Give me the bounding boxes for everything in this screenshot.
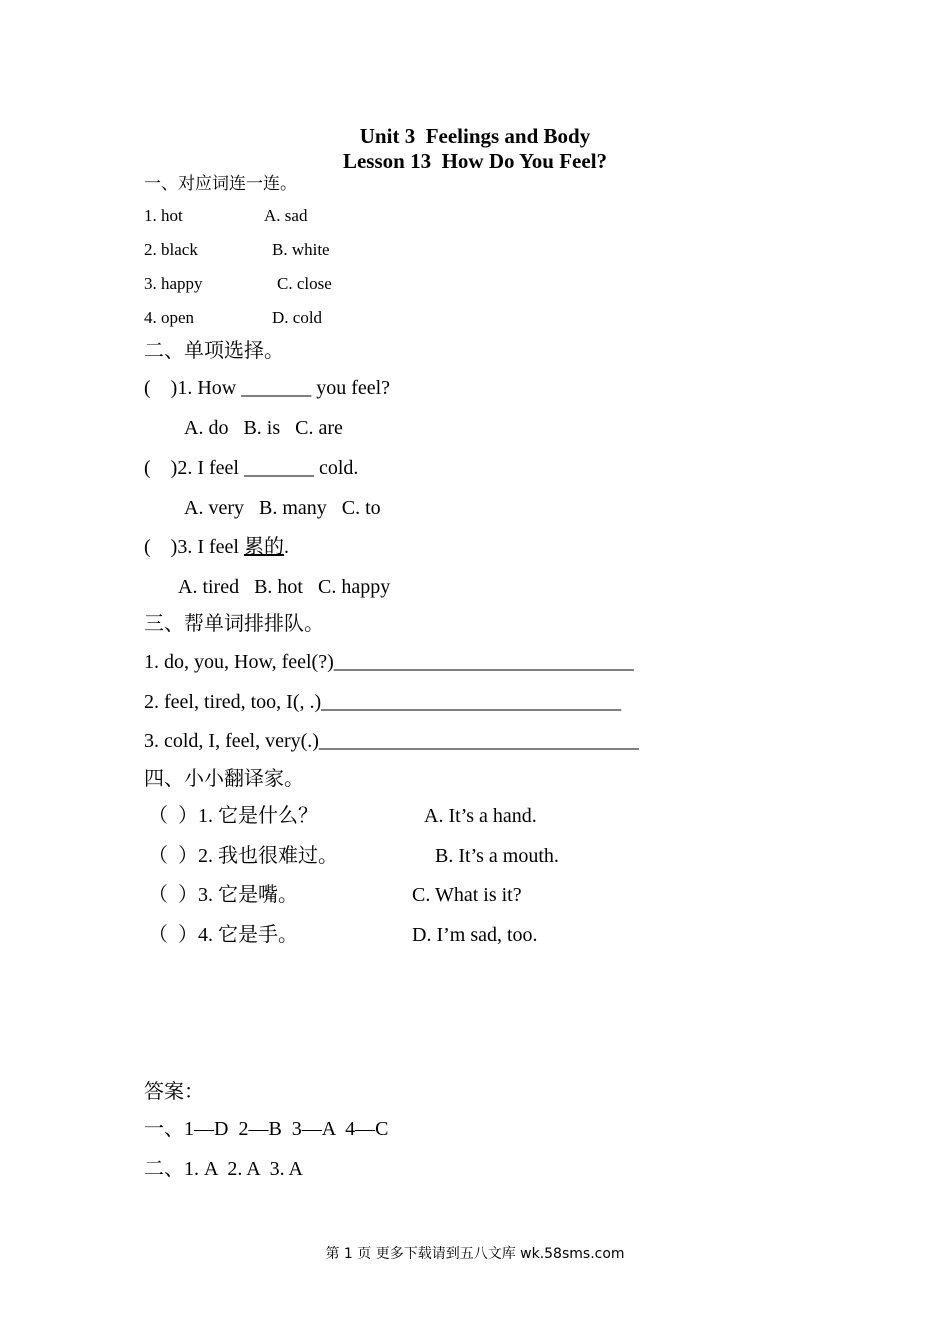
translate-right-3: C. What is it? [412,884,522,906]
choice-question-3-suffix: . [283,536,289,558]
section2-heading: 二、单项选择。 [144,340,284,362]
page-footer: 第 1 页 更多下载请到五八文库 wk.58sms.com [325,1246,625,1262]
section3-heading: 三、帮单词排排队。 [144,613,324,635]
title-line-2: Lesson 13 How Do You Feel? [342,149,608,173]
match-right-4: D. cold [272,308,323,327]
match-left-2: 2. black [144,240,198,259]
translate-left-3: （ ）3. 它是嘴。 [148,884,298,906]
match-right-2: B. white [272,240,330,259]
reorder-item-2: 2. feel, tired, too, I(, .)______________________________ [144,691,622,713]
match-left-4: 4. open [144,308,195,327]
translate-left-4: （ ）4. 它是手。 [148,924,298,946]
section4-heading: 四、小小翻译家。 [144,768,304,790]
translate-left-1: （ ）1. 它是什么？ [148,805,318,827]
choice-options-1: A. do B. is C. are [184,417,343,439]
answers-heading: 答案： [144,1081,204,1103]
choice-question-3-prefix: ( )3. I feel [144,536,244,558]
answers-line-2: 二、1. A 2. A 3. A [144,1158,303,1180]
answers-line-1: 一、1—D 2—B 3—A 4—C [144,1118,389,1140]
choice-question-2: ( )2. I feel _______ cold. [144,457,359,479]
translate-right-1: A. It’s a hand. [424,805,537,827]
translate-right-2: B. It’s a mouth. [435,845,559,867]
match-left-1: 1. hot [144,206,183,225]
choice-options-3: A. tired B. hot C. happy [178,576,391,598]
section1-heading: 一、对应词连一连。 [144,174,297,193]
translate-right-4: D. I’m sad, too. [412,924,538,946]
reorder-item-3: 3. cold, I, feel, very(.)________________________________ [144,730,639,752]
match-right-3: C. close [277,274,332,293]
match-left-3: 3. happy [144,274,203,293]
choice-question-3 [144,537,289,557]
choice-question-3-underlined-word: 累的 [243,536,284,558]
choice-options-2: A. very B. many C. to [184,497,381,519]
translate-left-2: （ ）2. 我也很难过。 [148,845,338,867]
match-right-1: A. sad [264,206,308,225]
title-line-1: Unit 3 Feelings and Body [359,124,591,148]
choice-question-1: ( )1. How _______ you feel? [144,377,391,399]
reorder-item-1: 1. do, you, How, feel(?)______________________________ [144,651,634,673]
